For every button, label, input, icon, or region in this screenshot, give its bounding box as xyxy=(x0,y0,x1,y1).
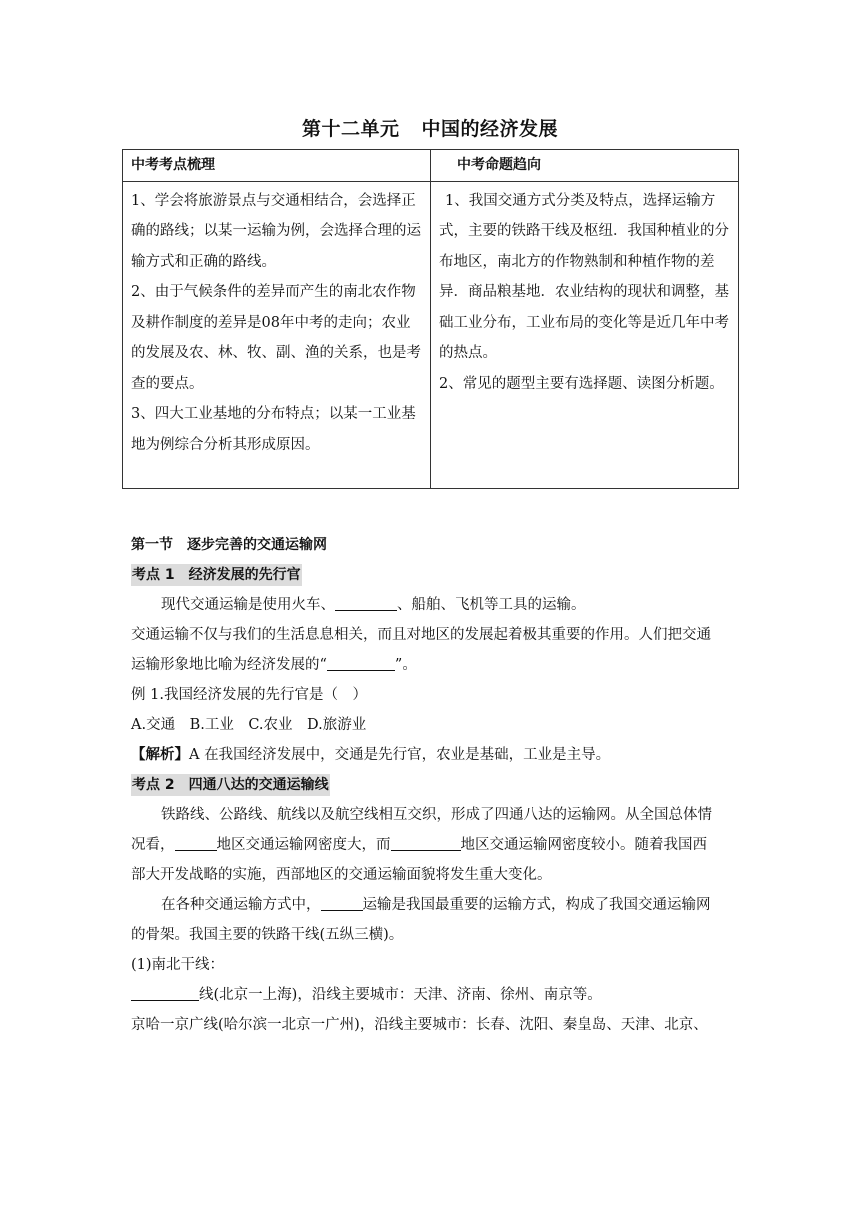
text-span: 、船舶、飞机等工具的运输。 xyxy=(397,597,586,613)
text-span: ”。 xyxy=(394,657,417,673)
text-span: 现代交通运输是使用火车、 xyxy=(161,597,335,613)
page-title xyxy=(0,114,860,141)
text-span: 在各种交通运输方式中， xyxy=(161,897,321,913)
table-content-row xyxy=(123,181,739,488)
text-span: 地区交通运输网密度大，而 xyxy=(216,837,391,853)
north-south-label: (1)南北干线： xyxy=(131,957,225,973)
analysis-line xyxy=(131,740,739,770)
kp2-heading-line xyxy=(131,770,739,800)
header-exam-trends: 中考命题趋向 xyxy=(431,150,739,182)
kp1-paragraph-line: 交通运输不仅与我们的生活息息相关，而且对地区的发展起着极其重要的作用。人们把交通 xyxy=(131,627,711,643)
section-heading: 第一节 逐步完善的交通运输网 xyxy=(131,537,327,553)
fill-blank xyxy=(327,654,395,671)
kp1-paragraph-line xyxy=(131,650,739,680)
section-body xyxy=(131,530,739,1040)
kp2-paragraph-line: 的骨架。我国主要的铁路干线(五纵三横)。 xyxy=(131,927,404,943)
analysis-text: A 在我国经济发展中，交通是先行官，农业是基础，工业是主导。 xyxy=(189,747,611,763)
text-span: 地区交通运输网密度较小。随着我国西 xyxy=(460,837,707,853)
text-span: 况看， xyxy=(131,837,175,853)
exam-point-paragraph: 2、由于气候条件的差异而产生的南北农作物及耕作制度的差异是08年中考的走向；农业的发展及农、林、牧、副、渔的关系，也是考查的要点。 xyxy=(131,284,421,392)
fill-blank xyxy=(321,894,363,911)
header-exam-points: 中考考点梳理 xyxy=(123,150,431,182)
fill-blank xyxy=(175,834,217,851)
exam-outline-table xyxy=(122,149,739,489)
kp1-heading-line xyxy=(131,560,739,590)
text-span: 运输形象地比喻为经济发展的“ xyxy=(131,657,327,673)
exam-trends-cell xyxy=(431,181,739,488)
fill-blank xyxy=(335,594,397,611)
north-south-line xyxy=(131,980,739,1010)
example-question: 例 1.我国经济发展的先行官是（ ） xyxy=(131,687,367,703)
text-span: 线(北京一上海)，沿线主要城市：天津、济南、徐州、南京等。 xyxy=(199,987,602,1003)
fill-blank xyxy=(391,834,461,851)
unit-title: 中国的经济发展 xyxy=(421,118,559,140)
unit-number: 第十二单元 xyxy=(301,118,400,140)
kp2-paragraph-line xyxy=(131,890,739,920)
kp2-paragraph-line xyxy=(131,830,739,860)
kp2-paragraph-line: 铁路线、公路线、航线以及航空线相互交织，形成了四通八达的运输网。从全国总体情 xyxy=(161,807,712,823)
kp2-heading: 考点 2 四通八达的交通运输线 xyxy=(131,774,330,796)
north-south-line: 京哈一京广线(哈尔滨一北京一广州)，沿线主要城市：长春、沈阳、秦皇岛、天津、北京、 xyxy=(131,1017,708,1033)
text-span: 运输是我国最重要的运输方式，构成了我国交通运输网 xyxy=(362,897,711,913)
fill-blank xyxy=(131,984,199,1001)
example-options: A.交通 B.工业 C.农业 D.旅游业 xyxy=(131,717,367,733)
exam-trend-paragraph: 1、我国交通方式分类及特点，选择运输方式，主要的铁路干线及枢纽．我国种植业的分布地区，南北方的作物熟制和种植作物的差异．商品粮基地．农业结构的现状和调整，基础工业分布，工业布局的变化等是近几年中考的热点。 xyxy=(439,192,729,361)
exam-point-paragraph: 3、四大工业基地的分布特点；以某一工业基地为例综合分析其形成原因。 xyxy=(131,406,416,453)
table-header-row xyxy=(123,150,739,182)
kp1-heading: 考点 1 经济发展的先行官 xyxy=(131,564,302,586)
exam-points-cell xyxy=(123,181,431,488)
kp2-paragraph-line: 部大开发战略的实施，西部地区的交通运输面貌将发生重大变化。 xyxy=(131,867,552,883)
analysis-label: 【解析】 xyxy=(131,746,189,763)
kp1-paragraph-line xyxy=(131,590,739,620)
exam-trend-paragraph: 2、常见的题型主要有选择题、读图分析题。 xyxy=(439,375,724,392)
exam-point-paragraph: 1、学会将旅游景点与交通相结合，会选择正确的路线；以某一运输为例，会选择合理的运输方式和正确的路线。 xyxy=(131,192,421,270)
